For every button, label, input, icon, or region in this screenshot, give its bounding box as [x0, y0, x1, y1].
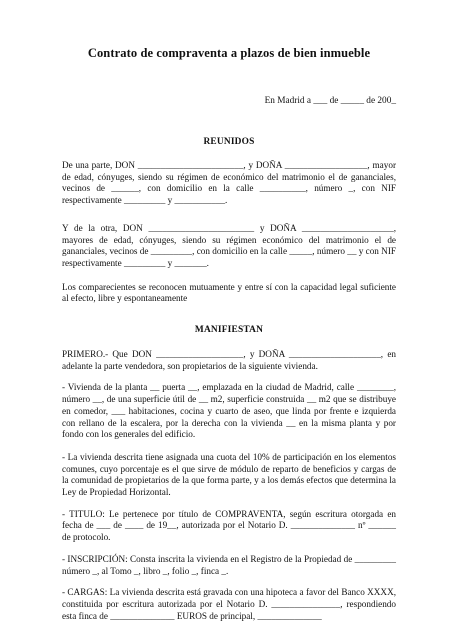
paragraph-capacity: Los comparecientes se reconocen mutuamente y entre sí con la capacidad legal suficiente al efecto, libre y espontaneamente: [62, 281, 396, 304]
paragraph-inscripcion: - INSCRIPCIÓN: Consta inscrita la vivienda en el Registro de la Propiedad de _________ número _, al Tomo _, libro _, folio _, finca _.: [62, 553, 396, 576]
paragraph-cuota: - La vivienda descrita tiene asignada una cuota del 10% de participación en los elementos comunes, cuyo porcentaje es el que sirve de módulo de reparto de beneficios y cargas de la comunidad de propietarios de la que forma parte, y a los demás efectos que determina la Ley de Propiedad Horizontal.: [62, 451, 396, 498]
section-heading-reunidos: REUNIDOS: [203, 137, 255, 147]
paragraph-cargas: - CARGAS: La vivienda descrita está gravada con una hipoteca a favor del Banco XXXX, constituida por escritura autorizada por el Notario D. _______________, respondiendo esta finca de ______________ EUROS de principal, ______________: [62, 587, 396, 621]
paragraph-vivienda: - Vivienda de la planta __ puerta __, emplazada en la ciudad de Madrid, calle ________, número __, de una superficie útil de __ m2, superficie construida __ m2 que se distribuye en comedor, ___ habitaciones, cocina y cuarto de aseo, que linda por frente e izquierda con rellano de la escalera, por la derecha con la vivienda __ en la misma planta y por fondo con los generales del edificio.: [62, 382, 396, 440]
section-heading-manifiestan: MANIFIESTAN: [194, 325, 264, 336]
paragraph-party-two: Y de la otra, DON _______________________ y DOÑA ____________________, mayores de edad, cónyuges, siendo su régimen económico del matrimonio el de gananciales, vecinos de _________, con domicilio en la calle _____, número __ y con NIF respectivamente _________ y _______.: [62, 222, 396, 268]
paragraph-primero: PRIMERO.- Que DON ___________________, y DOÑA ____________________, en adelante la parte vendedora, son propietarios de la siguiente vivienda.: [62, 349, 396, 371]
paragraph-party-one: De una parte, DON _______________________, y DOÑA __________________, mayor de edad, cónyuges, siendo su régimen de económico del matrimonio el de gananciales, vecinos de ______, con domicilio en la calle __________, número _, con NIF respectivamente _________ y ___________.: [62, 160, 396, 206]
paragraph-titulo: - TITULO: Le pertenece por título de COMPRAVENTA, según escritura otorgada en fecha de ___ de ____ de 19__, autorizada por el Notario D. ______________ nº ______ de protocolo.: [62, 508, 396, 543]
date-line: En Madrid a ___ de _____ de 200_: [264, 96, 396, 106]
document-title: Contrato de compraventa a plazos de bien inmueble: [87, 46, 371, 60]
